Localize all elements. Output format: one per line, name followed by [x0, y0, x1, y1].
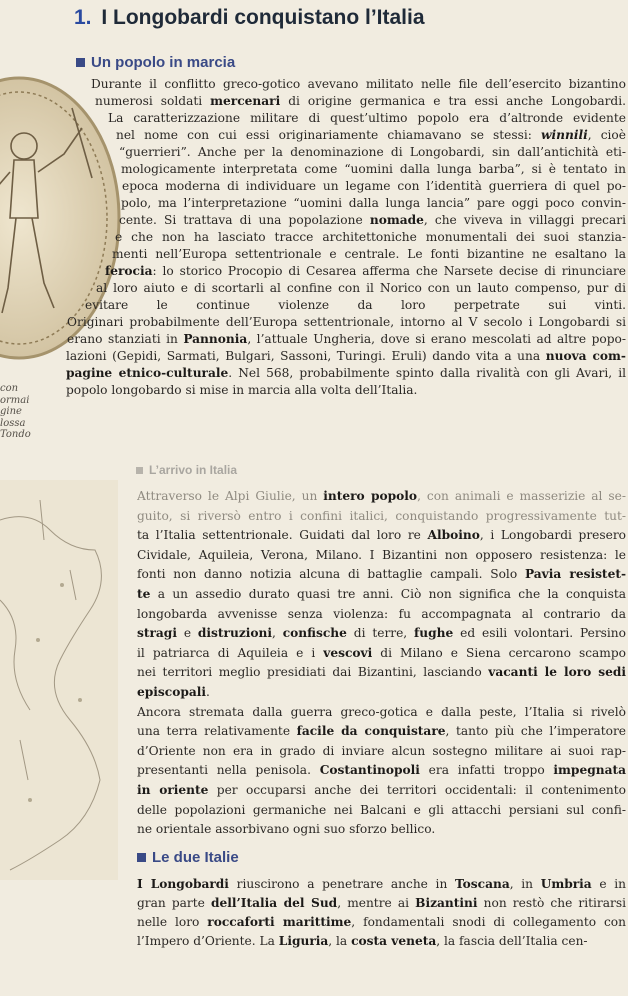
text-line: [137, 761, 626, 781]
text-line: [67, 314, 626, 331]
text-run: Originari probabilmente dell’Europa settentrionale, intorno al V secolo i Longobardi si: [67, 315, 626, 329]
text-line: [119, 212, 626, 229]
bold-term: ferocia: [105, 264, 153, 278]
text-run: d’Oriente non era in grado di inviare alcun sostegno militare ai suoi rap-: [137, 743, 626, 758]
text-run: una terra relativamente: [137, 724, 297, 739]
bold-term: vescovi: [323, 645, 373, 660]
text-line: [137, 526, 626, 546]
text-line: [137, 875, 626, 894]
text-run: di terre,: [346, 626, 415, 641]
text-line: [91, 76, 626, 93]
text-run: , mentre ai: [337, 896, 416, 910]
text-run: . Nel 568, probabilmente spinto dalla rivalità con gli Avari, il: [228, 366, 626, 380]
text-run: ne orientale assorbivano ogni suo sforzo bellico.: [137, 822, 436, 837]
bold-term: Bizantini: [415, 896, 478, 910]
text-run: cente. Si trattava di una popolazione: [119, 213, 370, 227]
text-line: [112, 246, 626, 263]
bold-term: pagine etnico-culturale: [66, 366, 229, 380]
text-run: Attraverso le Alpi Giulie, un: [137, 489, 324, 503]
text-run: riuscirono a penetrare anche in: [228, 877, 455, 891]
text-run: numerosi soldati: [95, 94, 211, 108]
text-line: [122, 178, 626, 195]
text-run: , i Longobardi presero: [479, 528, 626, 543]
text-run: La caratterizzazione militare di quest’ultimo popolo era d’altronde evidente: [108, 111, 626, 125]
square-bullet-icon: [76, 58, 85, 67]
section-heading-arrivo: [136, 463, 237, 477]
chapter-number: 1.: [74, 6, 92, 29]
text-line: [66, 365, 626, 382]
text-line: [137, 565, 626, 585]
text-line: [121, 161, 626, 178]
text-line: [116, 127, 626, 144]
text-run: , fondamentali snodi di collegamento con: [351, 915, 626, 929]
text-line: [67, 331, 626, 348]
text-run: di origine germanica e tra essi anche Longobardi.: [280, 94, 626, 108]
text-run: longobarda avvenisse senza violenza: fu accompagnata al contrario da: [137, 606, 626, 621]
text-run: Cividale, Aquileia, Verona, Milano. I Bizantini non opposero resistenza: le: [137, 547, 626, 562]
bold-term: episcopali: [137, 685, 206, 699]
text-run: , cioè: [587, 128, 626, 142]
text-run: e in: [591, 877, 626, 891]
text-run: epoca moderna di individuare un legame con l’identità guerriera di quel po-: [122, 179, 626, 193]
bold-term: te: [137, 587, 151, 601]
bold-term: dell’Italia del Sud: [210, 896, 338, 910]
bold-term: Umbria: [540, 877, 592, 891]
text-line: [105, 263, 626, 280]
text-line: [137, 781, 626, 801]
bold-term: Liguria: [278, 934, 329, 948]
text-line: [137, 932, 626, 951]
text-line: [66, 382, 626, 399]
text-run: , la: [328, 934, 352, 948]
text-run: mologicamente interpretata come “uomini dalla lunga barba”, si è tentato in: [121, 162, 626, 176]
text-run: , con animali e masserizie al se-: [417, 489, 626, 503]
text-line: [137, 703, 626, 723]
text-run: nei territori meglio presidiati dai Bizantini, lasciando: [137, 665, 489, 680]
bold-term: confische: [282, 626, 347, 641]
text-run: Ancora stremata dalla guerra greco-gotica e dalla peste, l’Italia si rivelò: [137, 704, 626, 719]
text-run: menti nell’Europa settentrionale e centrale. Le fonti bizantine ne esaltano la: [112, 247, 626, 261]
text-line: [121, 195, 626, 212]
margin-note: con: [0, 383, 19, 394]
chapter-title-text: I Longobardi conquistano l’Italia: [101, 6, 425, 29]
text-run: gran parte: [137, 896, 211, 910]
bold-term: stragi: [137, 626, 177, 641]
bold-term: impegnata: [553, 763, 626, 778]
bold-term: mercenari: [210, 94, 281, 108]
italy-map-illustration: [0, 480, 118, 880]
bold-term: Alboino: [427, 528, 480, 543]
text-run: nel nome con cui essi originariamente chiamavano se stessi:: [116, 128, 541, 142]
bold-term: facile da conquistare: [296, 724, 446, 739]
text-run: non restò che ritirarsi: [477, 896, 626, 910]
text-run: delle popolazioni germaniche nei Balcani e gli attacchi persiani sul confi-: [137, 802, 626, 817]
text-run: evitare le continue violenze da loro perpetrate sui vinti.: [85, 298, 626, 312]
bold-term: I Longobardi: [137, 877, 229, 891]
bold-term: nomade: [369, 213, 424, 227]
text-run: , l’attuale Ungheria, dove si erano mescolati ad altre popo-: [247, 332, 626, 346]
text-line: [85, 297, 626, 314]
text-run: l’Impero d’Oriente. La: [137, 934, 279, 948]
section-title: Le due Italie: [152, 849, 239, 866]
text-run: .: [206, 685, 210, 699]
bold-term: vacanti le loro sedi: [488, 665, 626, 680]
bold-term: nuova com-: [545, 349, 626, 363]
text-line: [119, 144, 626, 161]
bold-term: costa veneta: [351, 934, 437, 948]
text-run: di Milano e Siena cercarono scampo: [372, 645, 626, 660]
text-run: presentanti nella penisola.: [137, 763, 320, 778]
section-title: L’arrivo in Italia: [149, 463, 238, 477]
bold-italic-term: winnili: [541, 128, 588, 142]
margin-note: lossa: [0, 417, 26, 429]
text-run: per occuparsi anche dei territori occidentali: il contenimento: [208, 783, 626, 797]
text-run: il patriarca di Aquileia e i: [137, 645, 324, 660]
margin-note: ormai: [0, 394, 30, 406]
text-line: [137, 722, 626, 742]
text-run: : lo storico Procopio di Cesarea afferma che Narsete decise di rinunciare: [152, 264, 626, 278]
margin-glossary-notes: [0, 383, 52, 441]
margin-note: gine: [0, 406, 22, 417]
bold-term: distruzioni: [197, 626, 273, 641]
text-run: , tanto più che l’imperatore: [445, 724, 626, 739]
text-line: [137, 894, 626, 913]
text-run: , che viveva in villaggi precari: [423, 213, 626, 227]
square-bullet-icon: [137, 853, 146, 862]
text-run: ed esili volontari. Persino: [453, 626, 626, 641]
text-line: [137, 683, 626, 703]
text-run: e che non ha lasciato tracce architettoniche monumentali dei suoi stanzia-: [115, 230, 626, 244]
bold-term: in oriente: [137, 783, 209, 797]
text-line: [95, 93, 626, 110]
square-bullet-icon: [136, 467, 143, 474]
text-run: , in: [509, 877, 541, 891]
bold-term: roccaforti marittime: [207, 915, 352, 929]
section-heading-due-italie: [137, 849, 239, 866]
text-line: [137, 663, 626, 683]
bold-term: fughe: [414, 626, 454, 641]
text-run: polo, ma l’interpretazione “uomini dalla lunga lancia” pare oggi poco convin-: [121, 196, 626, 210]
text-line: [137, 801, 626, 821]
text-line: [137, 820, 626, 840]
margin-note: Tondo: [0, 429, 31, 440]
text-run: e: [176, 626, 198, 641]
text-run: ta l’Italia settentrionale. Guidati dal loro re: [137, 528, 428, 543]
text-run: erano stanziati in: [67, 332, 184, 346]
section-title: Un popolo in marcia: [91, 54, 236, 71]
text-line: [137, 487, 626, 507]
bold-term: Costantinopoli: [319, 763, 420, 778]
text-run: era infatti troppo: [419, 763, 554, 778]
bold-term: intero popolo: [323, 489, 418, 503]
text-run: lazioni (Gepidi, Sarmati, Bulgari, Sassoni, Turingi. Eruli) dando vita a una: [66, 349, 546, 363]
text-run: ,: [272, 626, 283, 641]
section-heading-popolo: [76, 54, 235, 71]
bold-term: Pavia resistet-: [524, 567, 626, 582]
bold-term: Pannonia: [183, 332, 248, 346]
text-run: fonti non danno notizia alcuna di battaglie campali. Solo: [137, 567, 525, 582]
text-line: [115, 229, 626, 246]
text-line: [137, 585, 626, 605]
text-run: “guerrieri”. Anche per la denominazione di Longobardi, sin dall’antichità eti-: [119, 145, 626, 159]
text-run: a un assedio durato quasi tre anni. Ciò non significa che la conquista: [150, 587, 626, 601]
text-run: popolo longobardo si mise in marcia alla volta dell’Italia.: [66, 383, 418, 397]
text-run: guito, si riversò entro i confini italici, conquistando progressivamente tut-: [137, 508, 626, 523]
text-line: [137, 742, 626, 762]
text-line: [137, 913, 626, 932]
text-line: [137, 644, 626, 664]
text-line: [108, 110, 626, 127]
text-line: [66, 348, 626, 365]
text-line: [137, 507, 626, 527]
chapter-title: [74, 6, 425, 30]
text-line: [137, 624, 626, 644]
text-line: [137, 605, 626, 625]
text-run: nelle loro: [137, 915, 208, 929]
text-run: , la fascia dell’Italia cen-: [436, 934, 588, 948]
bold-term: Toscana: [454, 877, 510, 891]
text-line: [96, 280, 626, 297]
text-line: [137, 546, 626, 566]
text-run: al loro aiuto e di scortarli al confine con il Norico con un lauto compenso, pur di: [96, 281, 626, 295]
text-run: Durante il conflitto greco-gotico avevano militato nelle file dell’esercito bizantino: [91, 77, 626, 91]
